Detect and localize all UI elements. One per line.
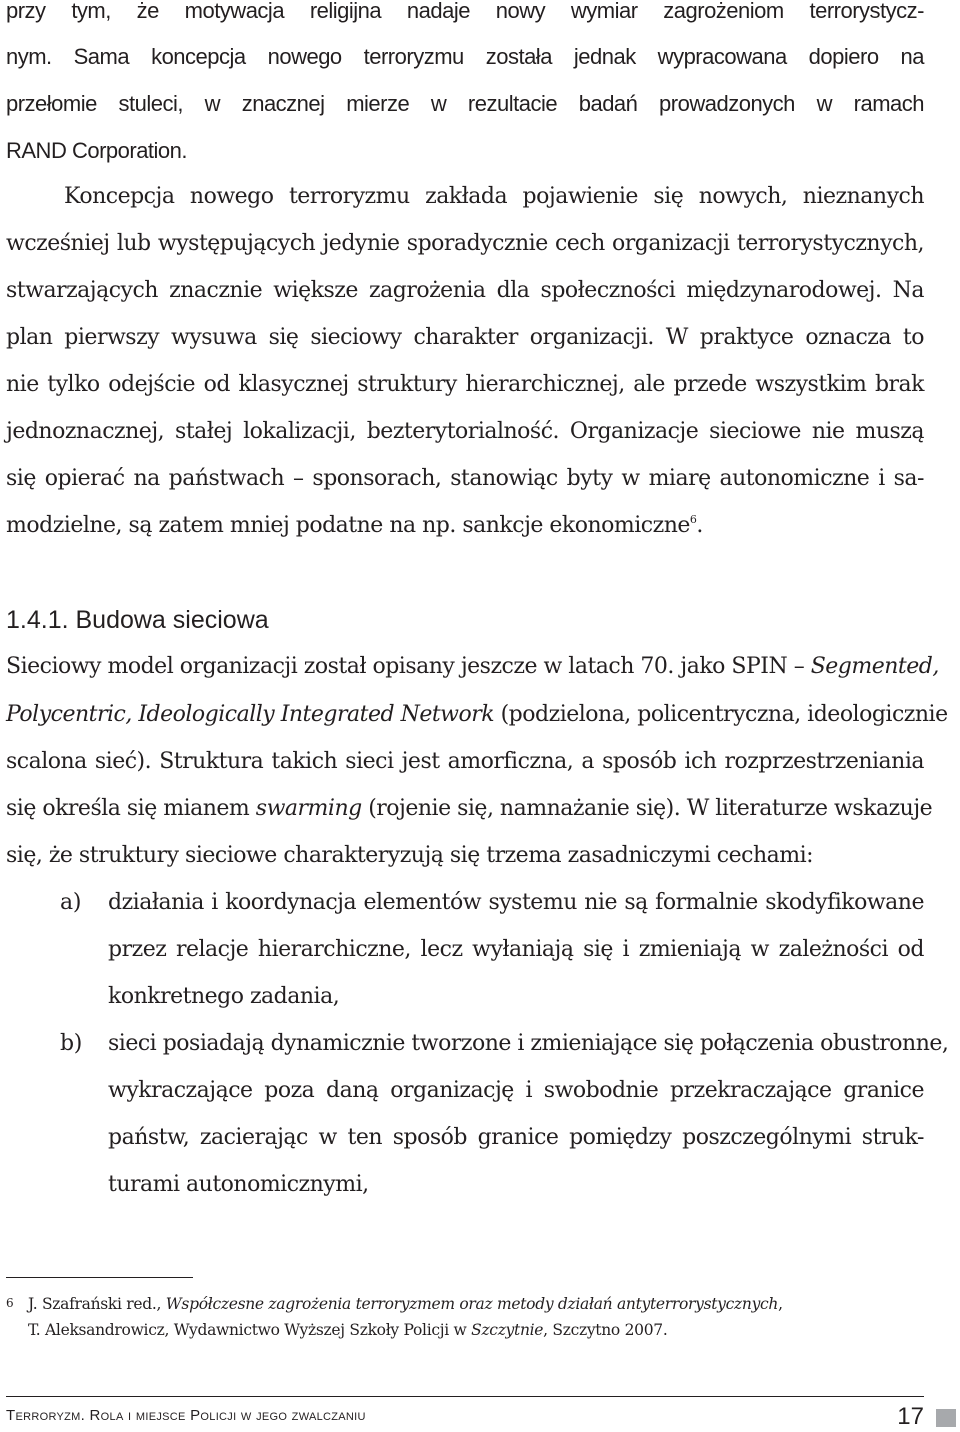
- section-line-2: [6, 700, 948, 730]
- concept-line-2: wcześniej lub występujących jedynie sporadycznie cech organizacji terrorystycznych,: [6, 231, 924, 256]
- footnote-separator: [6, 1277, 193, 1278]
- footer-separator: [6, 1396, 924, 1397]
- concept-line-7: się opierać na państwach – sponsorach, stanowiąc byty w miarę autonomiczne i sa-: [6, 466, 924, 491]
- page-marker-square-icon: [936, 1409, 956, 1427]
- section-line-1-text: Sieciowy model organizacji został opisany jeszcze w latach 70. jako SPIN –: [6, 654, 811, 679]
- list-item-a-line-1: działania i koordynacja elementów systemu nie są formalnie skodyfikowane: [108, 890, 924, 915]
- section-line-4: [6, 794, 933, 824]
- section-line-3: scalona sieć). Struktura takich sieci jest amorficzna, a sposób ich rozprzestrzeniania: [6, 749, 924, 774]
- page-number: 17: [897, 1403, 924, 1430]
- footnote-place-year: , Szczytno 2007.: [543, 1321, 668, 1339]
- section-heading: 1.4.1. Budowa sieciowa: [6, 606, 269, 634]
- list-marker-a: a): [60, 890, 82, 915]
- intro-line-1: przy tym, że motywacja religijna nadaje nowy wymiar zagrożeniom terrorystycz-: [6, 0, 924, 23]
- running-title: Terroryzm. Rola i miejsce Policji w jego zwalczaniu: [6, 1407, 366, 1424]
- intro-line-4: RAND Corporation.: [6, 138, 188, 163]
- footnote-title: Współczesne zagrożenia terroryzmem oraz metody działań antyterrorystycznych: [165, 1295, 779, 1313]
- list-marker-b: b): [60, 1031, 83, 1056]
- list-item-a-line-3: konkretnego zadania,: [108, 984, 340, 1009]
- list-item-a-line-2: przez relacje hierarchiczne, lecz wyłaniają się i zmieniają w zależności od: [108, 937, 924, 962]
- section-line-5: się, że struktury sieciowe charakteryzują się trzema zasadniczymi cechami:: [6, 843, 814, 868]
- intro-line-2: nym. Sama koncepcja nowego terroryzmu została jednak wypracowana dopiero na: [6, 44, 924, 69]
- section-line-1: [6, 652, 939, 682]
- footnote-line-1: [28, 1292, 783, 1316]
- section-line-2-italic: Polycentric, Ideologically Integrated Network: [6, 702, 495, 727]
- concept-line-6: jednoznacznej, stałej lokalizacji, bezterytorialność. Organizacje sieciowe nie muszą: [6, 419, 924, 444]
- concept-line-4: plan pierwszy wysuwa się sieciowy charakter organizacji. W praktyce oznacza to: [6, 325, 924, 350]
- list-item-b-line-4: turami autonomicznymi,: [108, 1172, 369, 1197]
- concept-end-punct: .: [696, 513, 703, 538]
- section-line-2-text: (podzielona, policentryczna, ideologicznie: [494, 702, 948, 727]
- section-line-1-italic: Segmented,: [810, 654, 939, 679]
- list-item-b-line-2: wykraczające poza daną organizację i swobodnie przekraczające granice: [108, 1078, 924, 1103]
- list-item-b-line-3: państw, zacierając w ten sposób granice pomiędzy poszczególnymi struk-: [108, 1125, 924, 1150]
- concept-line-8: [6, 511, 924, 541]
- list-item-b-line-1: sieci posiadają dynamicznie tworzone i zmieniające się połączenia obustronne,: [108, 1031, 949, 1056]
- footnote-line-2: [28, 1318, 667, 1342]
- footnote-city-italic: Szczytnie: [471, 1321, 544, 1339]
- concept-line-3: stwarzających znacznie większe zagrożenia dla społeczności międzynarodowej. Na: [6, 278, 924, 303]
- concept-line-5: nie tylko odejście od klasycznej struktury hierarchicznej, ale przede wszystkim brak: [6, 372, 924, 397]
- section-line-4-italic: swarming: [255, 796, 362, 821]
- section-line-4-text-c: (rojenie się, namnażanie się). W literaturze wskazuje: [361, 796, 933, 821]
- footnote-publisher: T. Aleksandrowicz, Wydawnictwo Wyższej Szkoły Policji w: [28, 1321, 472, 1339]
- intro-line-3: przełomie stuleci, w znacznej mierze w rezultacie badań prowadzonych w ramach: [6, 91, 924, 116]
- concept-line-8-text: modzielne, są zatem mniej podatne na np. sankcje ekonomiczne: [6, 513, 690, 538]
- footnote-ref: 6: [689, 513, 697, 526]
- footnote-comma: ,: [778, 1295, 783, 1313]
- concept-line-1: Koncepcja nowego terroryzmu zakłada pojawienie się nowych, nieznanych: [64, 184, 924, 209]
- footnote-number: 6: [6, 1296, 14, 1310]
- section-line-4-text-a: się określa się mianem: [6, 796, 256, 821]
- footnote-author: J. Szafrański red.,: [28, 1295, 166, 1313]
